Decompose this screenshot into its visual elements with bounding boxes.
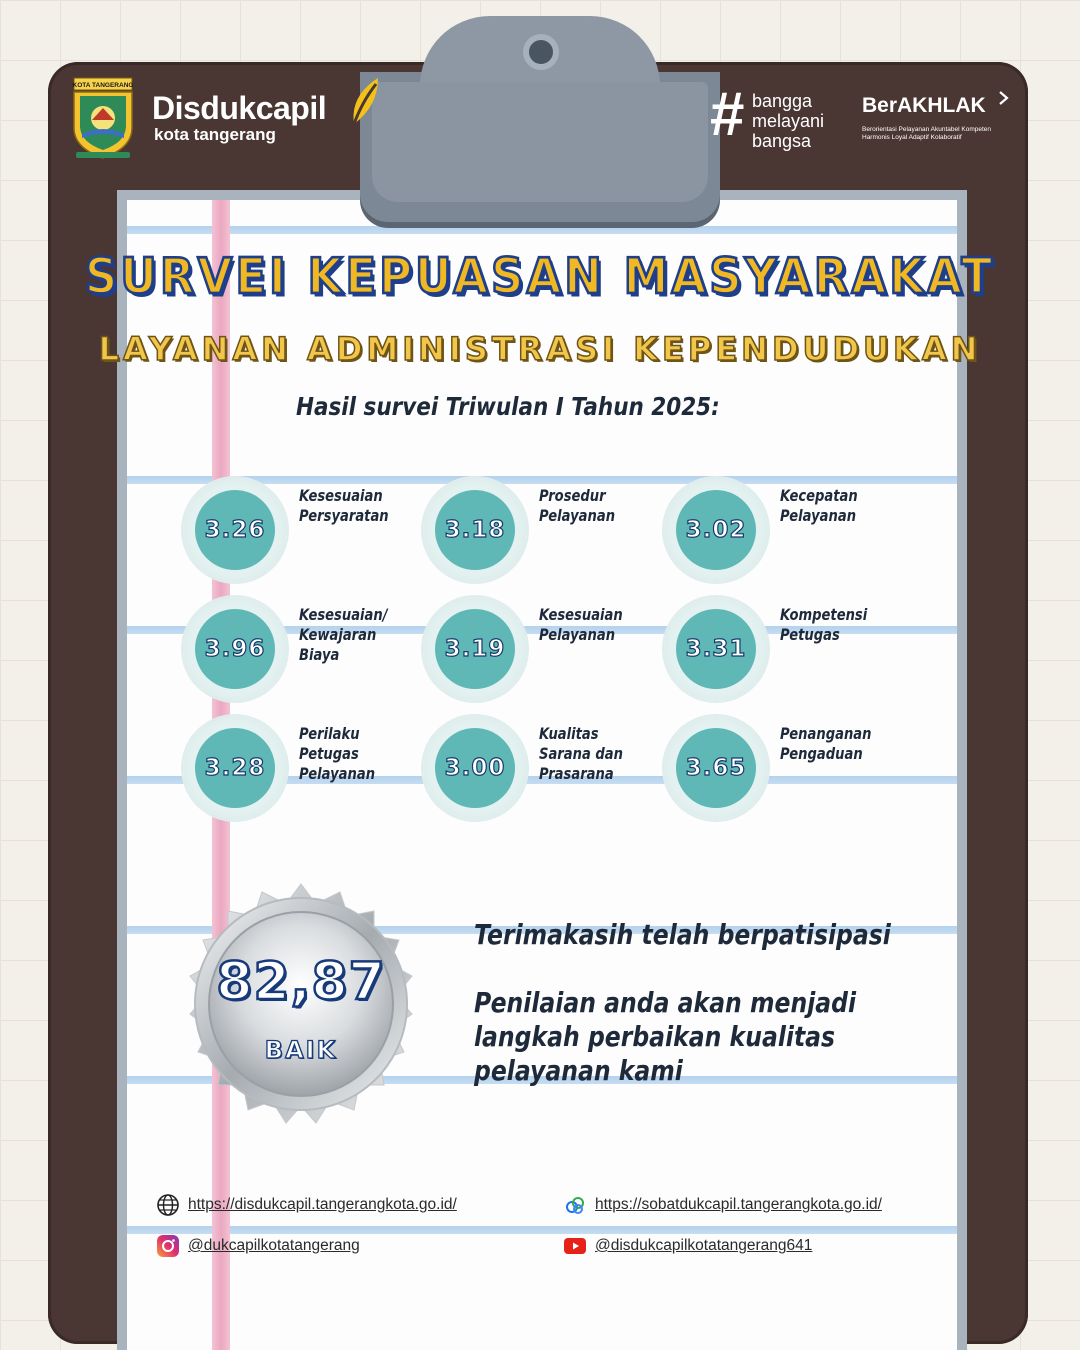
metric-label: Kecepatan Pelayanan bbox=[780, 486, 858, 525]
akhlak-subtitle: Berorientasi Pelayanan Akuntabel Kompeten Harmonis Loyal Adaptif Kolaboratif bbox=[862, 126, 992, 142]
metric-badge bbox=[183, 597, 287, 701]
overall-score: 82,87 bbox=[216, 952, 386, 1012]
metric-badge bbox=[183, 478, 287, 582]
subtitle: LAYANAN ADMINISTRASI KEPENDUDUKAN bbox=[98, 330, 982, 368]
hashtag-line-3: bangsa bbox=[752, 131, 812, 151]
survey-period: Hasil survei Triwulan I Tahun 2025: bbox=[296, 392, 720, 421]
score-medal bbox=[166, 870, 436, 1140]
berakhlak-logo bbox=[862, 94, 1012, 154]
metric-label: Penanganan Pengaduan bbox=[780, 724, 872, 763]
chevron-right-icon bbox=[998, 90, 1010, 106]
metric-card bbox=[664, 478, 904, 588]
brand-name: Disdukcapil bbox=[152, 90, 327, 126]
website-url[interactable]: https://disdukcapil.tangerangkota.go.id/ bbox=[188, 1196, 457, 1213]
akhlak-title: BerAKHLAK bbox=[862, 94, 986, 117]
metric-card bbox=[183, 716, 423, 826]
hashtag-line-1: bangga bbox=[752, 91, 813, 111]
metric-card bbox=[664, 597, 904, 707]
portal-link[interactable] bbox=[563, 1192, 882, 1218]
instagram-icon bbox=[156, 1234, 180, 1258]
website-link[interactable] bbox=[156, 1192, 457, 1218]
metric-value: 3.65 bbox=[676, 728, 756, 808]
city-emblem-logo bbox=[68, 76, 138, 162]
emblem-text: KOTA TANGERANG bbox=[72, 82, 134, 89]
metric-label: Kesesuaian Persyaratan bbox=[299, 486, 389, 525]
metric-card bbox=[423, 716, 663, 826]
metric-card bbox=[423, 597, 663, 707]
cloud-link-icon bbox=[563, 1193, 587, 1217]
metric-badge bbox=[664, 478, 768, 582]
metric-card bbox=[183, 597, 423, 707]
clip-face bbox=[372, 82, 708, 202]
instagram-link[interactable] bbox=[156, 1233, 360, 1259]
metric-card bbox=[664, 716, 904, 826]
hashtag-icon: # bbox=[710, 80, 745, 149]
metric-value: 3.28 bbox=[195, 728, 275, 808]
brand-subtitle: kota tangerang bbox=[154, 125, 276, 144]
score-grade: BAIK bbox=[264, 1036, 338, 1064]
metric-badge bbox=[183, 716, 287, 820]
metric-badge bbox=[423, 716, 527, 820]
leaf-icon bbox=[348, 76, 382, 126]
metric-card bbox=[423, 478, 663, 588]
metric-badge bbox=[664, 716, 768, 820]
youtube-handle[interactable]: @disdukcapilkotatangerang641 bbox=[595, 1237, 813, 1254]
metric-value: 3.18 bbox=[435, 490, 515, 570]
metric-value: 3.00 bbox=[435, 728, 515, 808]
globe-icon bbox=[156, 1193, 180, 1217]
main-title: SURVEI KEPUASAN MASYARAKAT bbox=[84, 247, 996, 306]
metric-badge bbox=[664, 597, 768, 701]
metric-badge bbox=[423, 478, 527, 582]
metric-value: 3.02 bbox=[676, 490, 756, 570]
metric-value: 3.96 bbox=[195, 609, 275, 689]
metric-label: Kompetensi Petugas bbox=[780, 605, 868, 644]
thanks-text: Terimakasih telah berpatisipasi bbox=[474, 918, 891, 951]
metric-label: Perilaku Petugas Pelayanan bbox=[299, 724, 376, 783]
portal-url[interactable]: https://sobatdukcapil.tangerangkota.go.id/ bbox=[595, 1196, 882, 1213]
closing-message: Penilaian anda akan menjadi langkah perbaikan kualitas pelayanan kami bbox=[474, 986, 857, 1087]
instagram-handle[interactable]: @dukcapilkotatangerang bbox=[188, 1237, 360, 1254]
metric-card bbox=[183, 478, 423, 588]
metric-value: 3.31 bbox=[676, 609, 756, 689]
youtube-icon bbox=[563, 1234, 587, 1258]
hashtag-logo bbox=[710, 80, 860, 154]
disdukcapil-logo bbox=[152, 90, 382, 150]
youtube-link[interactable] bbox=[563, 1233, 812, 1259]
metric-label: Kesesuaian Pelayanan bbox=[539, 605, 623, 644]
metric-label: Kesesuaian/ Kewajaran Biaya bbox=[299, 605, 388, 664]
metric-value: 3.26 bbox=[195, 490, 275, 570]
metric-label: Kualitas Sarana dan Prasarana bbox=[539, 724, 623, 783]
hashtag-line-2: melayani bbox=[752, 111, 825, 131]
clip-hole bbox=[523, 34, 559, 70]
metric-label: Prosedur Pelayanan bbox=[539, 486, 616, 525]
metric-value: 3.19 bbox=[435, 609, 515, 689]
metric-badge bbox=[423, 597, 527, 701]
